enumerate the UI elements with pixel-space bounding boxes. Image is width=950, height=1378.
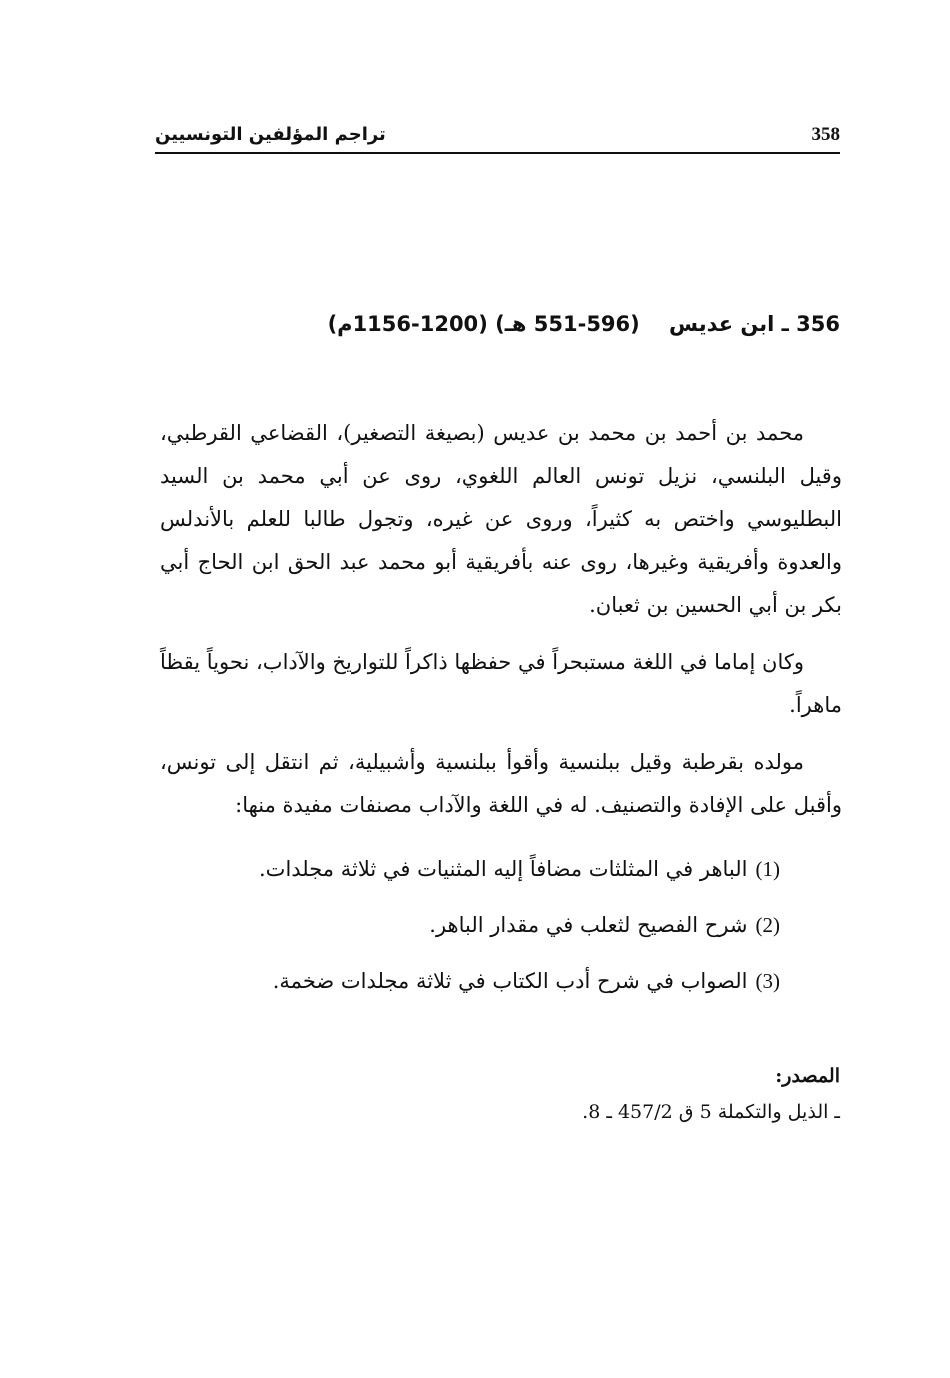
list-item: [160, 953, 780, 1009]
source-reference: ـ الذيل والتكملة 5 ق 457/2 ـ 8.: [582, 1101, 840, 1123]
list-item-number: (2): [755, 913, 780, 937]
entry-body: [160, 412, 842, 1009]
page-number: 358: [811, 124, 840, 145]
list-item: [160, 841, 780, 897]
list-item-text: الباهر في المثلثات مضافاً إليه المثنيات في ثلاثة مجلدات.: [259, 857, 748, 881]
source-label: المصدر:: [775, 1065, 840, 1087]
list-item-text: شرح الفصيح لثعلب في مقدار الباهر.: [429, 913, 748, 937]
paragraph-biography: محمد بن أحمد بن محمد بن عديس (بصيغة التصغير)، القضاعي القرطبي، وقيل البلنسي، نزيل تونس العالم اللغوي، روى عن أبي محمد بن السيد البطليوسي واختص به كثيراً، وروى عن غيره، وتجول طالبا للعلم بالأندلس والعدوة وأفريقية وغيرها، روى عنه بأفريقية أبو محمد عبد الحق ابن الحاج أبي بكر بن أبي الحسين بن ثعبان.: [160, 421, 842, 617]
list-item-text: الصواب في شرح أدب الكتاب في ثلاثة مجلدات ضخمة.: [272, 969, 748, 993]
list-item-number: (3): [755, 969, 780, 993]
header-rule: [155, 152, 840, 154]
paragraph-description: وكان إماما في اللغة مستبحراً في حفظها ذاكراً للتواريخ والآداب، نحوياً يقظاً ماهراً.: [160, 650, 842, 717]
entry-gregorian-dates: (1156-1200م): [327, 312, 488, 336]
entry-hijri-dates: (551-596 هـ): [495, 312, 640, 336]
paragraph-birthplace: مولده بقرطبة وقيل ببلنسية وأقوأ ببلنسية وأشبيلية، ثم انتقل إلى تونس، وأقبل على الإفادة والتصنيف. له في اللغة والآداب مصنفات مفيدة منها:: [160, 750, 842, 817]
entry-name: 356 ـ ابن عديس: [669, 312, 840, 336]
list-item-number: (1): [755, 857, 780, 881]
list-item: [160, 897, 780, 953]
works-list: [160, 841, 842, 1009]
page-header: [155, 118, 840, 152]
source-section: [158, 1058, 840, 1130]
entry-heading: [328, 312, 840, 336]
running-title: تراجم المؤلفين التونسيين: [155, 124, 386, 145]
